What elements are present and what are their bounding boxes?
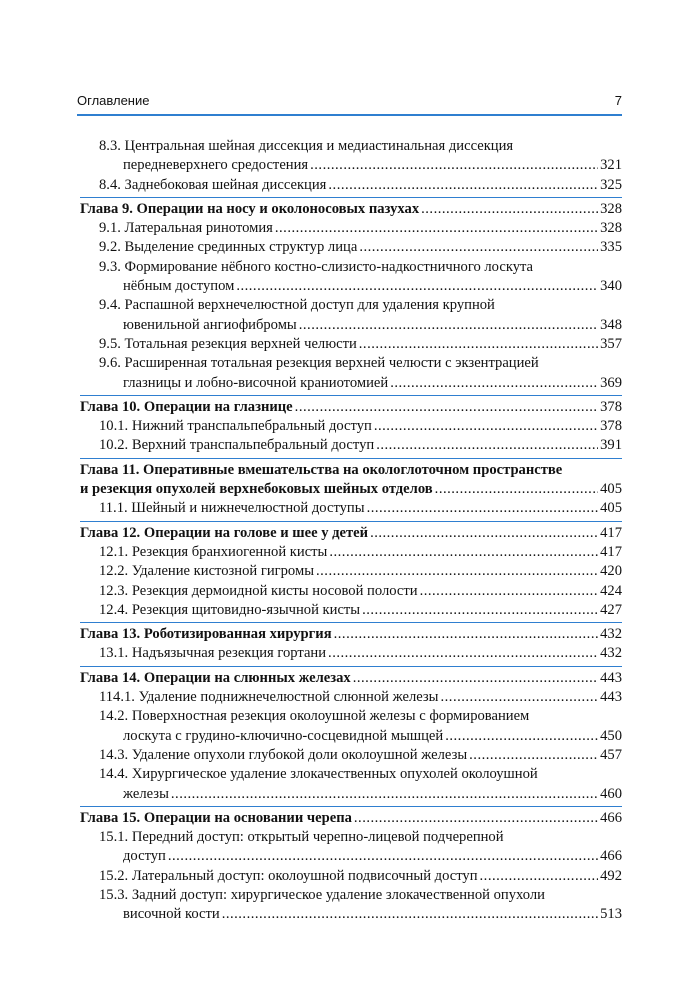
toc-entry-number: 14.4. xyxy=(99,766,132,783)
toc-page-number: 466 xyxy=(600,809,622,826)
toc-section-entry[interactable] xyxy=(80,238,622,257)
toc-entry-title: Латеральный доступ: околоушной подвисочный доступ xyxy=(131,867,478,884)
toc-entry-line xyxy=(80,582,622,601)
toc-entry-line xyxy=(80,461,622,480)
toc-entry-number: 9.6. xyxy=(99,355,125,372)
toc-section-entry[interactable] xyxy=(80,582,622,601)
toc-entry-number: 15.2. xyxy=(99,867,132,884)
toc-section-entry[interactable] xyxy=(80,644,622,663)
toc-section-entry[interactable] xyxy=(80,354,622,393)
header-page-number: 7 xyxy=(614,93,622,108)
toc-entry-line xyxy=(80,398,622,417)
toc-page-number: 417 xyxy=(600,543,622,560)
toc-entry-number: 12.4. xyxy=(99,601,132,618)
toc-entry-title: Латеральная ринотомия xyxy=(124,220,273,237)
toc-entry-number: 14.2. xyxy=(99,708,132,725)
toc-entry-number: 10.2. xyxy=(99,437,132,454)
toc-entry-number: 14.3. xyxy=(99,746,132,763)
dot-leader xyxy=(370,524,598,543)
toc-page-number: 420 xyxy=(600,563,622,580)
chapter-separator xyxy=(80,622,622,623)
toc-chapter-entry[interactable] xyxy=(80,809,622,828)
dot-leader xyxy=(316,562,598,581)
toc-entry-line xyxy=(80,335,622,354)
dot-leader xyxy=(236,277,598,296)
toc-entry-number: Глава 13. xyxy=(80,626,144,643)
toc-section-entry[interactable] xyxy=(80,746,622,765)
running-header xyxy=(77,93,622,115)
toc-entry-title: Нижний транспальпебральный доступ xyxy=(131,418,372,435)
toc-entry-title: Формирование нёбного костно-слизисто-надкостничного лоскута xyxy=(124,258,534,275)
toc-entry-line xyxy=(80,746,622,765)
toc-page-number: 432 xyxy=(600,645,622,662)
toc-page-number: 492 xyxy=(600,867,622,884)
toc-chapter-entry[interactable] xyxy=(80,669,622,688)
chapter-separator xyxy=(80,395,622,396)
header-rule xyxy=(77,114,622,116)
toc-entry-title: височной кости xyxy=(123,906,220,923)
toc-entry-title: Резекция щитовидно-язычной кисты xyxy=(131,601,361,618)
toc-entry-line xyxy=(80,625,622,644)
toc-section-entry[interactable] xyxy=(80,296,622,335)
toc-entry-line xyxy=(80,200,622,219)
toc-entry-title: Резекция бранхиогенной кисты xyxy=(131,543,328,560)
toc-page-number: 321 xyxy=(600,157,622,174)
toc-entry-title: железы xyxy=(123,785,169,802)
toc-entry-number: 8.4. xyxy=(99,176,125,193)
toc-entry-number: 9.5. xyxy=(99,335,125,352)
dot-leader xyxy=(421,200,598,219)
toc-section-entry[interactable] xyxy=(80,137,622,176)
toc-page-number: 369 xyxy=(600,374,622,391)
toc-entry-line xyxy=(80,258,622,277)
table-of-contents xyxy=(80,137,622,925)
toc-page-number: 328 xyxy=(600,220,622,237)
toc-entry-line xyxy=(80,316,622,335)
toc-entry-number: 15.3. xyxy=(99,886,132,903)
toc-entry-title: Удаление кистозной гигромы xyxy=(131,563,314,580)
dot-leader xyxy=(374,417,598,436)
toc-entry-title: Задний доступ: хирургическое удаление злокачественной опухоли xyxy=(131,886,545,903)
toc-entry-title: Хирургическое удаление злокачественных опухолей околоушной xyxy=(131,766,538,783)
toc-page-number: 405 xyxy=(600,500,622,517)
toc-entry-number: 13.1. xyxy=(99,645,132,662)
toc-entry-number: 9.4. xyxy=(99,297,125,314)
toc-entry-line xyxy=(80,886,622,905)
dot-leader xyxy=(376,436,598,455)
toc-page-number: 457 xyxy=(600,746,622,763)
toc-entry-line xyxy=(80,480,622,499)
toc-section-entry[interactable] xyxy=(80,765,622,804)
toc-entry-line xyxy=(80,562,622,581)
dot-leader xyxy=(362,601,598,620)
chapter-separator xyxy=(80,197,622,198)
toc-entry-title: Заднебоковая шейная диссекция xyxy=(124,176,327,193)
toc-entry-number: 8.3. xyxy=(99,138,125,154)
toc-entry-title: Роботизированная хирургия xyxy=(143,626,332,643)
toc-entry-title: Операции на голове и шее у детей xyxy=(143,524,369,541)
toc-entry-line xyxy=(80,374,622,393)
toc-chapter-entry[interactable] xyxy=(80,398,622,417)
toc-entry-line xyxy=(80,765,622,784)
toc-entry-title: Верхний транспальпебральный доступ xyxy=(131,437,375,454)
toc-entry-title: передневерхнего средостения xyxy=(123,157,309,174)
dot-leader xyxy=(354,809,598,828)
toc-page-number: 335 xyxy=(600,239,622,256)
toc-entry-line xyxy=(80,809,622,828)
toc-section-entry[interactable] xyxy=(80,688,622,707)
toc-page-number: 348 xyxy=(600,316,622,333)
toc-entry-line xyxy=(80,277,622,296)
toc-entry-number: 15.1. xyxy=(99,829,132,846)
toc-entry-line xyxy=(80,847,622,866)
toc-section-entry[interactable] xyxy=(80,176,622,195)
toc-entry-line xyxy=(80,905,622,924)
toc-section-entry[interactable] xyxy=(80,219,622,238)
toc-entry-line xyxy=(80,727,622,746)
toc-chapter-entry[interactable] xyxy=(80,200,622,219)
toc-page-number: 378 xyxy=(600,398,622,415)
toc-page-number: 340 xyxy=(600,278,622,295)
toc-entry-title: Удаление поднижнечелюстной слюнной железы xyxy=(138,689,439,706)
toc-entry-number: 114.1. xyxy=(99,689,139,706)
toc-entry-line xyxy=(80,688,622,707)
toc-entry-line xyxy=(80,669,622,688)
toc-entry-title: и резекция опухолей верхнебоковых шейных отделов xyxy=(80,481,433,498)
toc-entry-number: 9.1. xyxy=(99,220,125,237)
toc-entry-title: Удаление опухоли глубокой доли околоушной железы xyxy=(131,746,468,763)
toc-entry-title: Резекция дермоидной кисты носовой полости xyxy=(131,582,418,599)
dot-leader xyxy=(299,316,598,335)
toc-page-number: 405 xyxy=(600,481,622,498)
toc-entry-title: глазницы и лобно-височной краниотомией xyxy=(123,374,389,391)
header-title: Оглавление xyxy=(77,93,150,108)
dot-leader xyxy=(334,625,598,644)
dot-leader xyxy=(390,374,598,393)
toc-entry-line xyxy=(80,601,622,620)
toc-entry-line xyxy=(80,156,622,175)
toc-section-entry[interactable] xyxy=(80,886,622,925)
toc-entry-line xyxy=(80,296,622,315)
toc-entry-line xyxy=(80,238,622,257)
toc-section-entry[interactable] xyxy=(80,543,622,562)
toc-entry-line xyxy=(80,524,622,543)
toc-page-number: 417 xyxy=(600,524,622,541)
toc-section-entry[interactable] xyxy=(80,828,622,867)
toc-section-entry[interactable] xyxy=(80,867,622,886)
toc-entry-line xyxy=(80,785,622,804)
toc-entry-title: Центральная шейная диссекция и медиастинальная диссекция xyxy=(124,138,514,154)
dot-leader xyxy=(329,543,598,562)
toc-page-number: 328 xyxy=(600,200,622,217)
toc-entry-title: Тотальная резекция верхней челюсти xyxy=(124,335,357,352)
toc-section-entry[interactable] xyxy=(80,499,622,518)
toc-entry-number: Глава 15. xyxy=(80,809,144,826)
dot-leader xyxy=(359,238,598,257)
toc-entry-number: Глава 10. xyxy=(80,398,144,415)
toc-entry-title: Передний доступ: открытый черепно-лицевой подчерепной xyxy=(131,829,504,846)
toc-entry-number: Глава 11. xyxy=(80,461,144,478)
toc-entry-number: 12.2. xyxy=(99,563,132,580)
toc-entry-title: Распашной верхнечелюстной доступ для удаления крупной xyxy=(124,297,495,314)
toc-page-number: 325 xyxy=(600,176,622,193)
toc-page-number: 378 xyxy=(600,418,622,435)
toc-page-number: 391 xyxy=(600,437,622,454)
toc-entry-line xyxy=(80,867,622,886)
toc-entry-line xyxy=(80,707,622,726)
dot-leader xyxy=(435,480,598,499)
toc-entry-line xyxy=(80,436,622,455)
toc-entry-title: Операции на основании черепа xyxy=(143,809,352,826)
toc-entry-number: 9.3. xyxy=(99,258,125,275)
toc-page-number: 443 xyxy=(600,669,622,686)
dot-leader xyxy=(441,688,599,707)
dot-leader xyxy=(420,582,599,601)
toc-entry-number: 10.1. xyxy=(99,418,132,435)
toc-entry-title: Операции на слюнных железах xyxy=(143,669,351,686)
toc-entry-number: 12.1. xyxy=(99,543,132,560)
dot-leader xyxy=(275,219,598,238)
toc-entry-line xyxy=(80,644,622,663)
toc-entry-line xyxy=(80,543,622,562)
toc-entry-title: Выделение срединных структур лица xyxy=(124,239,358,256)
toc-entry-title: Поверхностная резекция околоушной железы с формированием xyxy=(131,708,530,725)
chapter-separator xyxy=(80,666,622,667)
toc-entry-line xyxy=(80,828,622,847)
toc-entry-title: Расширенная тотальная резекция верхней челюсти с экзентрацией xyxy=(124,355,539,372)
toc-entry-title: Операции на глазнице xyxy=(143,398,293,415)
dot-leader xyxy=(171,785,598,804)
dot-leader xyxy=(469,746,598,765)
toc-section-entry[interactable] xyxy=(80,601,622,620)
toc-page-number: 432 xyxy=(600,626,622,643)
dot-leader xyxy=(367,499,599,518)
toc-entry-number: 9.2. xyxy=(99,239,125,256)
toc-entry-title: Оперативные вмешательства на окологлоточном пространстве xyxy=(143,461,563,478)
toc-page-number: 357 xyxy=(600,335,622,352)
toc-entry-line xyxy=(80,137,622,156)
dot-leader xyxy=(310,156,598,175)
toc-page-number: 466 xyxy=(600,848,622,865)
dot-leader xyxy=(353,669,598,688)
dot-leader xyxy=(480,867,599,886)
dot-leader xyxy=(328,644,598,663)
toc-entry-line xyxy=(80,499,622,518)
chapter-separator xyxy=(80,521,622,522)
toc-page-number: 424 xyxy=(600,582,622,599)
dot-leader xyxy=(295,398,598,417)
toc-entry-title: доступ xyxy=(123,848,166,865)
toc-chapter-entry[interactable] xyxy=(80,625,622,644)
toc-entry-title: лоскута с грудино-ключично-сосцевидной мышцей xyxy=(123,727,444,744)
toc-entry-line xyxy=(80,176,622,195)
toc-entry-number: Глава 14. xyxy=(80,669,144,686)
toc-section-entry[interactable] xyxy=(80,417,622,436)
toc-entry-line xyxy=(80,417,622,436)
dot-leader xyxy=(168,847,598,866)
toc-entry-number: Глава 12. xyxy=(80,524,144,541)
toc-entry-title: нёбным доступом xyxy=(123,278,235,295)
dot-leader xyxy=(359,335,598,354)
toc-entry-number: 11.1. xyxy=(99,500,132,517)
toc-entry-line xyxy=(80,354,622,373)
toc-chapter-entry[interactable] xyxy=(80,524,622,543)
toc-entry-title: Шейный и нижнечелюстной доступы xyxy=(131,500,365,517)
toc-page-number: 460 xyxy=(600,785,622,802)
toc-entry-title: Операции на носу и околоносовых пазухах xyxy=(136,200,420,217)
toc-section-entry[interactable] xyxy=(80,707,622,746)
toc-entry-title: Надъязычная резекция гортани xyxy=(131,645,327,662)
toc-page-number: 513 xyxy=(600,906,622,923)
dot-leader xyxy=(445,727,598,746)
toc-entry-number: Глава 9. xyxy=(80,200,137,217)
toc-section-entry[interactable] xyxy=(80,562,622,581)
toc-page-number: 427 xyxy=(600,601,622,618)
dot-leader xyxy=(222,905,598,924)
toc-page-number: 450 xyxy=(600,727,622,744)
toc-entry-number: 12.3. xyxy=(99,582,132,599)
toc-section-entry[interactable] xyxy=(80,258,622,297)
toc-section-entry[interactable] xyxy=(80,335,622,354)
toc-chapter-entry[interactable] xyxy=(80,461,622,500)
toc-entry-line xyxy=(80,219,622,238)
dot-leader xyxy=(328,176,598,195)
toc-section-entry[interactable] xyxy=(80,436,622,455)
chapter-separator xyxy=(80,458,622,459)
toc-page-number: 443 xyxy=(600,689,622,706)
toc-entry-title: ювенильной ангиофибромы xyxy=(123,316,297,333)
chapter-separator xyxy=(80,806,622,807)
